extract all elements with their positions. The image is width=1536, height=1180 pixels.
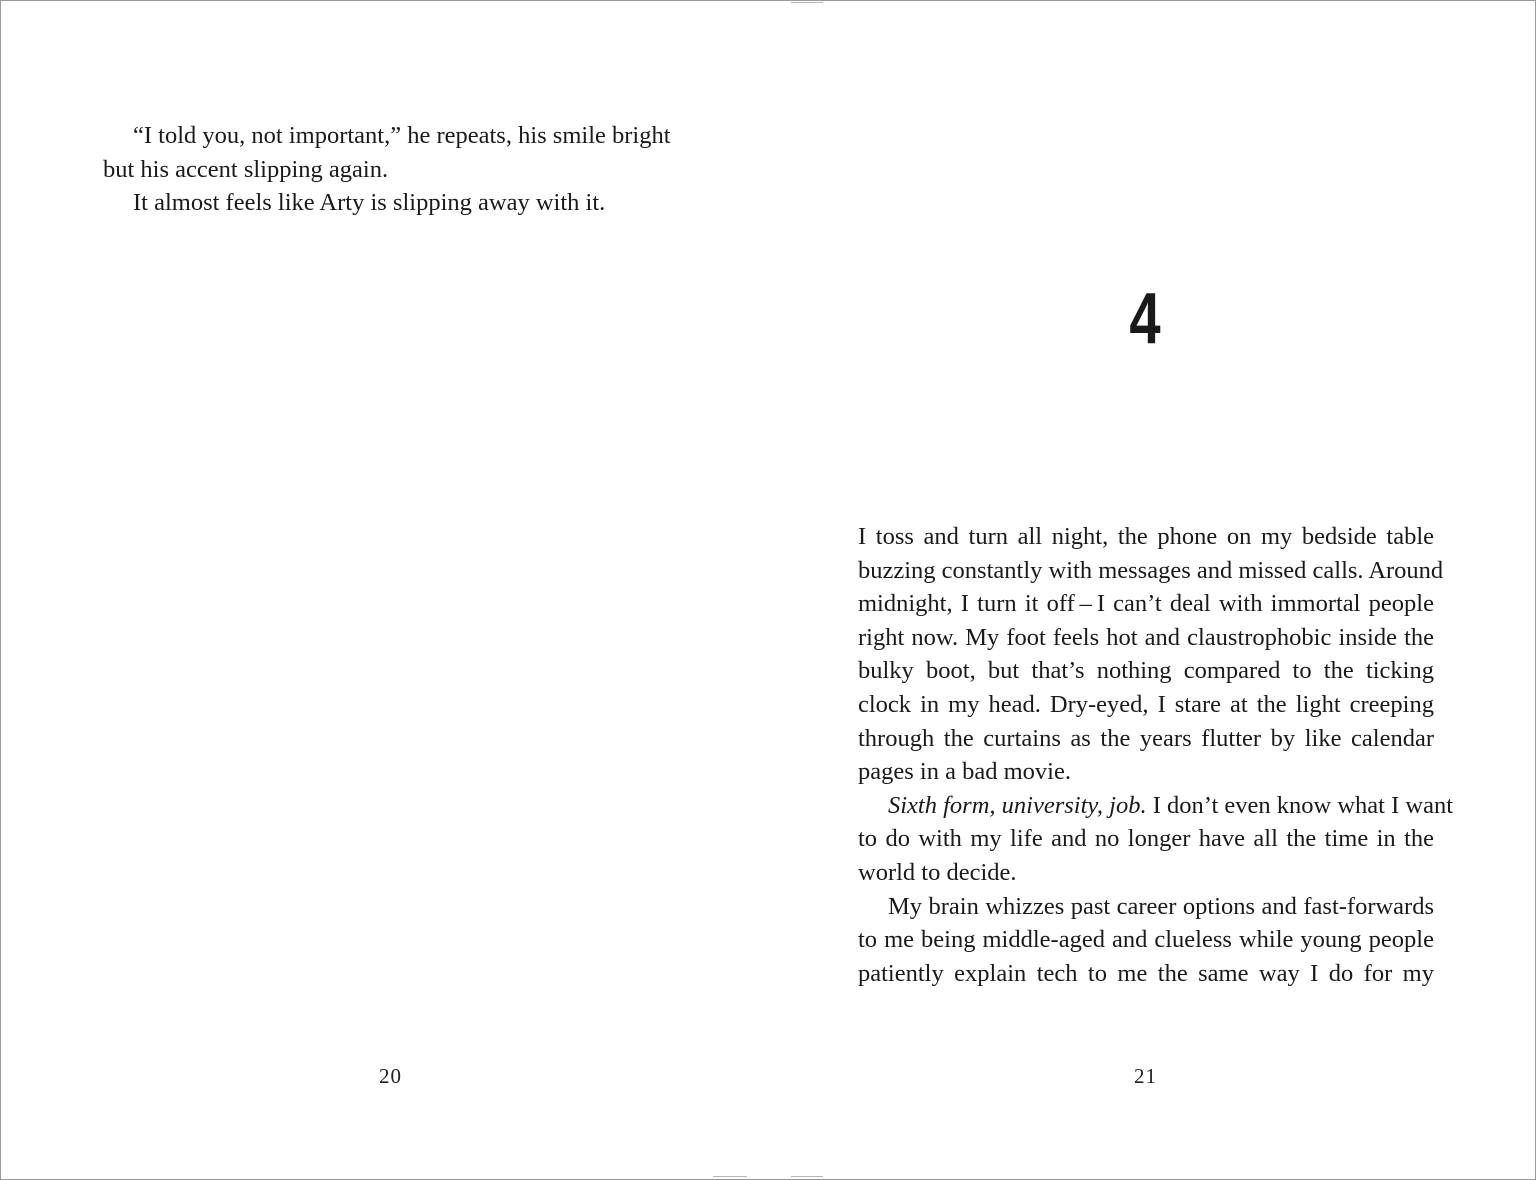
left-line-2: but his accent slipping again. bbox=[103, 155, 389, 183]
right-line-12: My brain whizzes past career options and fast-forwards bbox=[888, 892, 1434, 920]
bottom-trim-mark-right bbox=[791, 1176, 823, 1177]
right-line-4: right now. My foot feels hot and claustrophobic inside the bbox=[858, 623, 1434, 651]
left-line-3: It almost feels like Arty is slipping away with it. bbox=[133, 189, 606, 217]
right-line-13: to me being middle-aged and clueless while young people bbox=[858, 926, 1434, 954]
right-line-6: clock in my head. Dry-eyed, I stare at the light creeping bbox=[858, 690, 1434, 718]
left-page-text bbox=[103, 119, 681, 220]
right-line-9 bbox=[858, 789, 1453, 823]
bottom-trim-mark-left bbox=[713, 1176, 747, 1177]
chapter-heading bbox=[1080, 279, 1210, 359]
chapter-number: 4 bbox=[1129, 279, 1161, 359]
top-trim-mark bbox=[791, 2, 823, 3]
right-line-9-rest: I don’t even know what I want bbox=[1146, 791, 1453, 819]
right-line-7: through the curtains as the years flutter by like calendar bbox=[858, 724, 1434, 752]
right-line-5: bulky boot, but that’s nothing compared to the ticking bbox=[858, 657, 1434, 685]
right-line-11: world to decide. bbox=[858, 858, 1017, 886]
right-page bbox=[768, 1, 1535, 1179]
right-line-10: to do with my life and no longer have all the time in the bbox=[858, 825, 1434, 853]
right-line-1: I toss and turn all night, the phone on my bedside table bbox=[858, 523, 1434, 550]
right-line-3: midnight, I turn it off – I can’t deal with immortal people bbox=[858, 590, 1434, 618]
right-line-14: patiently explain tech to me the same way I do for my bbox=[858, 959, 1434, 987]
left-page bbox=[1, 1, 768, 1179]
right-line-2: buzzing constantly with messages and missed calls. Around bbox=[858, 556, 1444, 584]
left-page-number: 20 bbox=[379, 1064, 402, 1088]
right-line-8: pages in a bad movie. bbox=[858, 758, 1071, 786]
italic-phrase: Sixth form, university, job. bbox=[888, 791, 1147, 819]
left-line-1: “I told you, not important,” he repeats, his smile bright bbox=[133, 122, 671, 149]
right-page-text bbox=[858, 520, 1453, 990]
right-page-number: 21 bbox=[1134, 1064, 1157, 1088]
